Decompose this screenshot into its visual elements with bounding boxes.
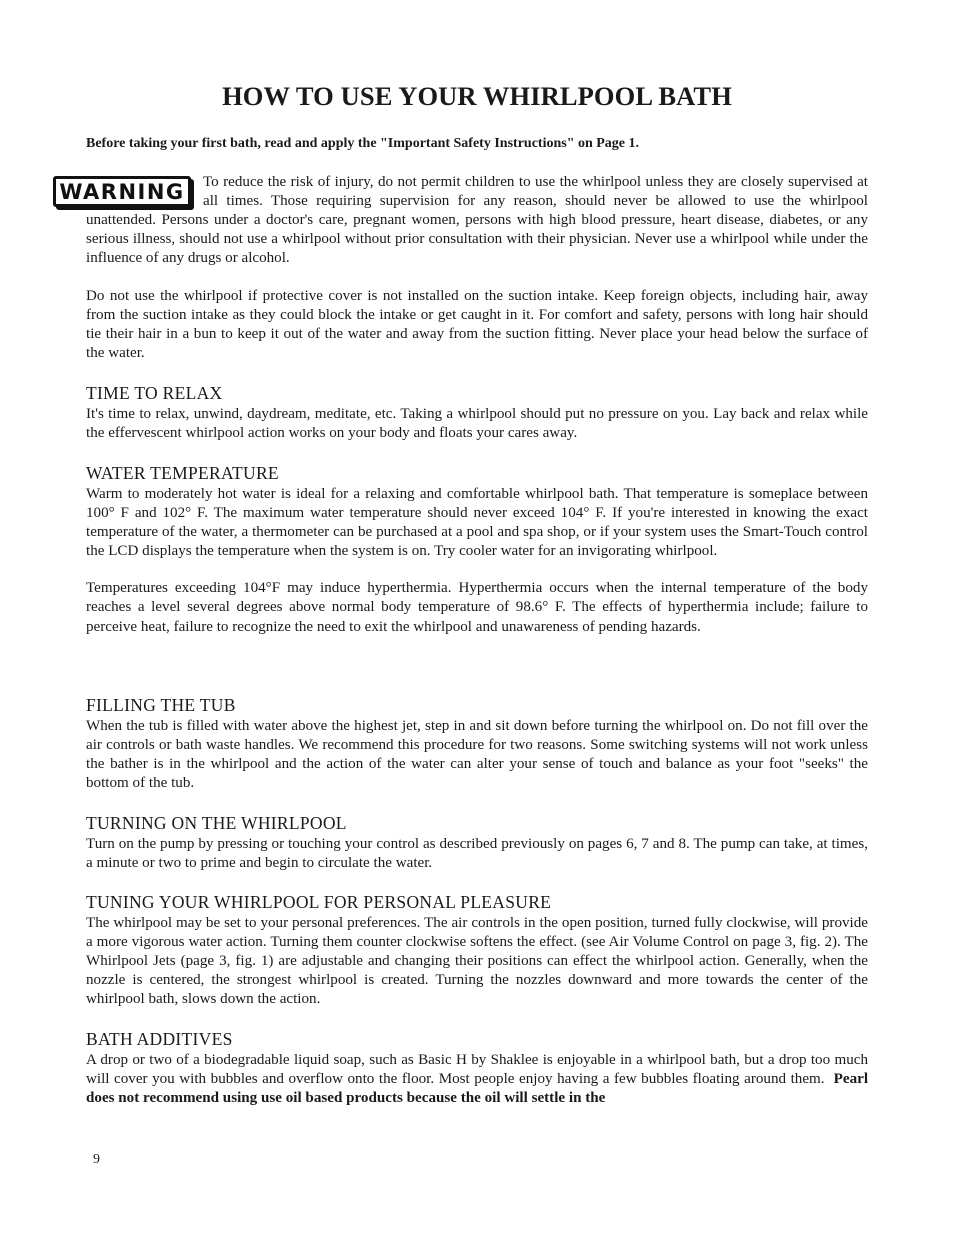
intro-instruction: Before taking your first bath, read and apply the "Important Safety Instructions" on Page 1. [86, 136, 640, 151]
section-heading: BATH ADDITIVES [86, 1029, 233, 1049]
section-turning-on [86, 812, 868, 873]
section-paragraph [86, 1051, 868, 1108]
page-title: HOW TO USE YOUR WHIRLPOOL BATH [222, 81, 732, 111]
section-heading: TURNING ON THE WHIRLPOOL [86, 813, 347, 833]
bold-warning-text: Pearl does not recommend using use oil based products because the oil will settle in the [86, 1071, 869, 1107]
section-time-to-relax [86, 382, 868, 443]
page-number: 9 [93, 1152, 100, 1167]
suction-paragraph: Do not use the whirlpool if protective cover is not installed on the suction intake. Keep foreign objects, including hair, away from the suction intake as they could block the intake or get caught in it. For comfort and safety, persons with long hair should tie their hair in a bun to keep it out of the water and away from the suction fitting. Never place your head below the surface of the water. [86, 288, 868, 362]
section-heading: TUNING YOUR WHIRLPOOL FOR PERSONAL PLEASURE [86, 892, 552, 912]
section-paragraph: It's time to relax, unwind, daydream, meditate, etc. Taking a whirlpool should put no pressure on you. Lay back and relax while the effervescent whirlpool action works on your body and floats your cares away. [86, 406, 868, 442]
section-heading: WATER TEMPERATURE [86, 463, 279, 483]
section-bath-additives [86, 1028, 868, 1108]
section-heading: TIME TO RELAX [86, 383, 223, 403]
section-paragraph: The whirlpool may be set to your personal preferences. The air controls in the open position, turned fully clockwise, will provide a more vigorous water action. Turning them counter clockwise softens the effect. (see Air Volume Control on page 3, fig. 2). The Whirlpool Jets (page 3, fig. 1) are adjustable and changing their positions can effect the whirlpool action. Generally, when the nozzle is centered, the strongest whirlpool is created. Turning the nozzles downward and more towards the center of the whirlpool bath, slows down the action. [86, 915, 868, 1008]
section-paragraph: Turn on the pump by pressing or touching your control as described previously on pages 6, 7 and 8. The pump can take, at times, a minute or two to prime and begin to circulate the water. [86, 836, 868, 872]
warning-text: To reduce the risk of injury, do not permit children to use the whirlpool unless they are closely supervised at all times. Those requiring supervision for any reason, should never be allowed to use the whirlpool unattended. Persons under a doctor's care, pregnant women, persons with high blood pressure, heart disease, diabetes, or any serious illness, should not use a whirlpool without prior consultation with their physician. Never use a whirlpool while under the influence of any drugs or alcohol. [86, 174, 868, 267]
section-paragraph: When the tub is filled with water above the highest jet, step in and sit down before turning the whirlpool on. Do not fill over the air controls or bath waste handles. We recommend this procedure for two reasons. Some switching systems will not work unless the bather is in the whirlpool and the action of the water can alter your sense of touch and balance as your foot "seeks" the bottom of the tub. [86, 718, 868, 792]
section-tuning [86, 891, 868, 1009]
section-heading: FILLING THE TUB [86, 695, 236, 715]
warning-badge-icon: WARNING [53, 176, 191, 207]
section-paragraph-text: A drop or two of a biodegradable liquid soap, such as Basic H by Shaklee is enjoyable in a whirlpool bath, but a drop too much will cover you with bubbles and overflow onto the floor. Most people enjoy having a few bubbles floating around them. [86, 1052, 868, 1088]
section-paragraph: Temperatures exceeding 104°F may induce hyperthermia. Hyperthermia occurs when the internal temperature of the body reaches a level several degrees above normal body temperature of 98.6° F. The effects of hyperthermia include; failure to perceive heat, failure to recognize the need to exit the whirlpool and unawareness of pending hazards. [86, 580, 868, 635]
section-filling-the-tub [86, 694, 868, 793]
section-paragraph: Warm to moderately hot water is ideal for a relaxing and comfortable whirlpool bath. That temperature is someplace between 100° F and 102° F. The maximum water temperature should never exceed 104° F. If you're interested in knowing the exact temperature of the water, a thermometer can be purchased at a pool and spa shop, or if your system uses the Smart-Touch control the LCD displays the temperature when the system is on. Try cooler water for an invigorating whirlpool. [86, 486, 868, 560]
section-water-temperature [86, 462, 868, 637]
warning-block [59, 173, 868, 268]
